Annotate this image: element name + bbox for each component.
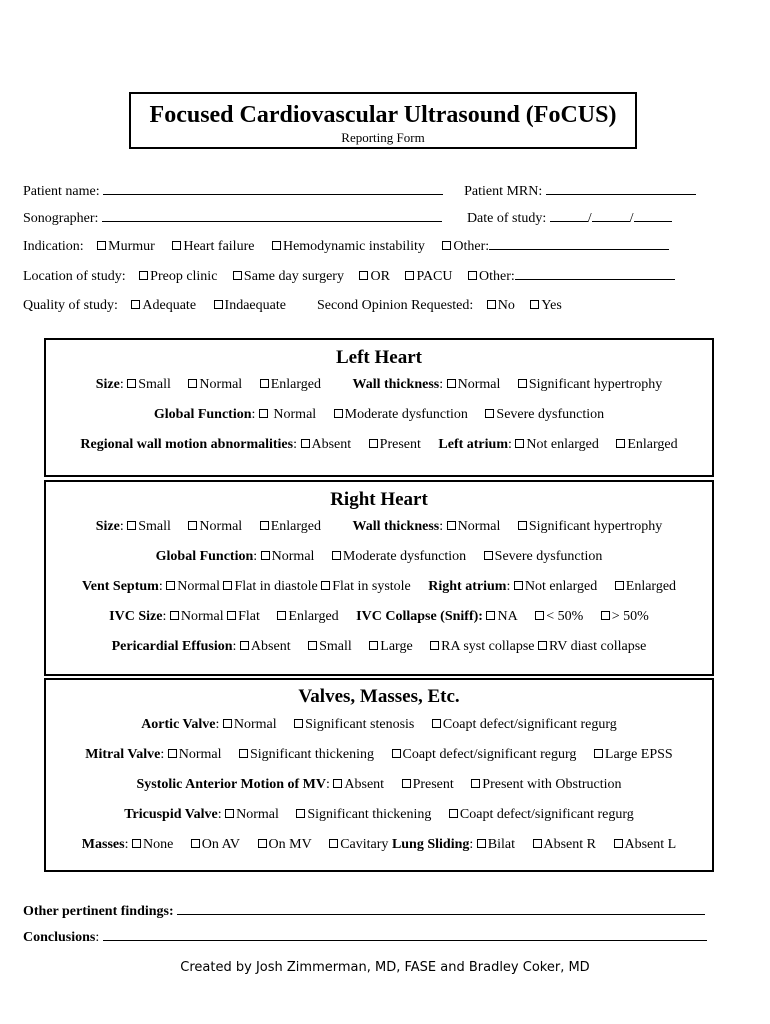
location-other-field[interactable] (515, 267, 675, 280)
other-findings-row (23, 902, 705, 921)
rh-ivc-collapse-label: IVC Collapse (Sniff): (356, 609, 483, 624)
checkbox[interactable] (214, 300, 223, 309)
lh-global-label: Global Function (153, 407, 252, 422)
checkbox[interactable] (471, 779, 480, 788)
checkbox[interactable] (258, 839, 267, 848)
rh-septum-flat-diastole[interactable]: Flat in diastole (223, 579, 317, 594)
lh-wall-normal[interactable]: Normal (447, 377, 501, 392)
left-heart-section (44, 338, 714, 477)
checkbox[interactable] (277, 611, 286, 620)
lh-size-label: Size (95, 377, 120, 392)
sam-row: Systolic Anterior Motion of MV: Absent Present Present with Obstruction (136, 777, 622, 792)
lh-la-enlarged[interactable]: Enlarged (616, 437, 677, 452)
right-heart-title: Right Heart (330, 489, 428, 510)
checkbox[interactable] (172, 241, 181, 250)
tricuspid-thickening[interactable]: Significant thickening (296, 807, 431, 822)
date-year-field[interactable] (634, 209, 672, 222)
valves-section (44, 678, 714, 872)
checkbox[interactable] (447, 379, 456, 388)
second-opinion-label: Second Opinion Requested: (316, 298, 474, 313)
checkbox[interactable] (486, 611, 495, 620)
right-heart-section (44, 480, 714, 676)
masses-cavitary[interactable]: Cavitary (329, 837, 388, 852)
right-heart-ivc-row: IVC Size: Normal Flat Enlarged IVC Collapse (Sniff): NA < 50% > 50% (109, 609, 649, 624)
checkbox[interactable] (447, 521, 456, 530)
valves-title: Valves, Masses, Etc. (298, 686, 460, 707)
rh-size-small[interactable]: Small (127, 519, 171, 534)
aortic-regurg[interactable]: Coapt defect/significant regurg (432, 717, 617, 732)
checkbox[interactable] (533, 839, 542, 848)
checkbox[interactable] (240, 641, 249, 650)
checkbox[interactable] (296, 809, 305, 818)
checkbox[interactable] (616, 439, 625, 448)
checkbox[interactable] (294, 719, 303, 728)
sam-absent[interactable]: Absent (333, 777, 384, 792)
checkbox[interactable] (468, 271, 477, 280)
lh-la-label: Left atrium (438, 437, 508, 452)
rh-ra-enlarged[interactable]: Enlarged (615, 579, 676, 594)
checkbox[interactable] (223, 581, 232, 590)
checkbox[interactable] (538, 641, 547, 650)
lh-global-severe[interactable]: Severe dysfunction (485, 407, 604, 422)
sam-label: Systolic Anterior Motion of MV (136, 777, 326, 792)
rh-global-label: Global Function (155, 549, 254, 564)
rh-septum-normal[interactable]: Normal (166, 579, 220, 594)
patient-name-label: Patient name: (23, 184, 100, 199)
credits: Created by Josh Zimmerman, MD, FASE and Bradley Coker, MD (180, 960, 590, 975)
checkbox[interactable] (333, 779, 342, 788)
rh-ivc-normal[interactable]: Normal (170, 609, 224, 624)
date-separator: / (629, 211, 634, 226)
quality-row (23, 297, 562, 315)
rh-size-normal[interactable]: Normal (188, 519, 242, 534)
date-month-field[interactable] (550, 209, 588, 222)
checkbox[interactable] (332, 551, 341, 560)
masses-row: Masses: None On AV On MV Cavitary Lung Sliding: Bilat Absent R Absent L (81, 837, 677, 852)
lh-wall-hypertrophy[interactable]: Significant hypertrophy (518, 377, 662, 392)
indication-row (23, 237, 669, 256)
lung-absent-l[interactable]: Absent L (614, 837, 677, 852)
checkbox[interactable] (170, 611, 179, 620)
checkbox[interactable] (260, 379, 269, 388)
checkbox[interactable] (518, 521, 527, 530)
rh-septum-label: Vent Septum (81, 579, 159, 594)
masses-none[interactable]: None (132, 837, 173, 852)
date-of-study-label: Date of study: (466, 211, 547, 226)
left-heart-global-row: Global Function: Normal Moderate dysfunction Severe dysfunction (153, 407, 605, 422)
rh-ivc-collapse-na[interactable]: NA (486, 609, 517, 624)
checkbox[interactable] (329, 839, 338, 848)
option-pacu[interactable]: PACU (405, 269, 452, 284)
option-or[interactable]: OR (359, 269, 389, 284)
other-findings-label: Other pertinent findings: (23, 904, 174, 919)
option-hemodynamic-instability[interactable]: Hemodynamic instability (272, 239, 425, 254)
conclusions-field[interactable] (103, 928, 707, 941)
rh-wall-normal[interactable]: Normal (447, 519, 501, 534)
form-title: Focused Cardiovascular Ultrasound (FoCUS) (149, 102, 617, 128)
checkbox[interactable] (432, 719, 441, 728)
checkbox[interactable] (594, 749, 603, 758)
conclusions-row: Conclusions: (23, 928, 707, 947)
checkbox[interactable] (442, 241, 451, 250)
conclusions-label: Conclusions (23, 930, 96, 945)
option-heart-failure[interactable]: Heart failure (172, 239, 254, 254)
lh-global-normal[interactable]: Normal (259, 407, 316, 422)
lung-bilat[interactable]: Bilat (477, 837, 515, 852)
checkbox[interactable] (233, 271, 242, 280)
option-second-opinion-no[interactable]: No (487, 298, 515, 313)
checkbox[interactable] (191, 839, 200, 848)
lh-size-normal[interactable]: Normal (188, 377, 242, 392)
mitral-valve-row: Mitral Valve: Normal Significant thickening Coapt defect/significant regurg Large EPSS (85, 747, 673, 762)
checkbox[interactable] (321, 581, 330, 590)
lung-absent-r[interactable]: Absent R (533, 837, 597, 852)
location-label: Location of study: (23, 269, 126, 284)
checkbox[interactable] (485, 409, 494, 418)
patient-name-field[interactable] (103, 182, 443, 195)
checkbox[interactable] (225, 809, 234, 818)
rh-wall-hypertrophy[interactable]: Significant hypertrophy (518, 519, 662, 534)
lh-global-moderate[interactable]: Moderate dysfunction (334, 407, 468, 422)
checkbox[interactable] (227, 611, 236, 620)
rh-wall-label: Wall thickness (352, 519, 440, 534)
quality-label: Quality of study: (23, 298, 118, 313)
right-heart-septum-row: Vent Septum: Normal Flat in diastole Flat in systole Right atrium: Not enlarged Enlarged (81, 579, 677, 594)
patient-mrn-field[interactable] (546, 182, 696, 195)
rh-ra-not-enlarged[interactable]: Not enlarged (514, 579, 597, 594)
checkbox[interactable] (601, 611, 610, 620)
rh-global-normal[interactable]: Normal (261, 549, 315, 564)
mitral-normal[interactable]: Normal (168, 747, 222, 762)
checkbox[interactable] (359, 271, 368, 280)
checkbox[interactable] (334, 409, 343, 418)
checkbox[interactable] (168, 749, 177, 758)
masses-on-av[interactable]: On AV (191, 837, 240, 852)
checkbox[interactable] (518, 379, 527, 388)
rh-ivc-collapse-gt50[interactable]: > 50% (601, 609, 649, 624)
masses-on-mv[interactable]: On MV (258, 837, 312, 852)
form-title-box (129, 92, 637, 149)
rh-ivc-collapse-lt50[interactable]: < 50% (535, 609, 583, 624)
left-heart-title: Left Heart (336, 347, 422, 368)
right-heart-global-row: Global Function: Normal Moderate dysfunction Severe dysfunction (155, 549, 603, 564)
rh-size-enlarged[interactable]: Enlarged (260, 519, 321, 534)
checkbox[interactable] (530, 300, 539, 309)
rh-peri-ra-collapse[interactable]: RA syst collapse (430, 639, 534, 654)
checkbox[interactable] (369, 641, 378, 650)
checkbox[interactable] (97, 241, 106, 250)
other-findings-field[interactable] (177, 902, 705, 915)
rh-ra-label: Right atrium (428, 579, 507, 594)
checkbox[interactable] (430, 641, 439, 650)
lh-rwma-present[interactable]: Present (369, 437, 421, 452)
patient-mrn-label: Patient MRN: (464, 184, 543, 199)
checkbox[interactable] (166, 581, 175, 590)
checkbox[interactable] (487, 300, 496, 309)
option-adequate[interactable]: Adequate (131, 298, 196, 313)
tricuspid-normal[interactable]: Normal (225, 807, 279, 822)
tricuspid-label: Tricuspid Valve (124, 807, 218, 822)
option-inadequate[interactable]: Indaequate (214, 298, 286, 313)
checkbox[interactable] (127, 379, 136, 388)
tricuspid-regurg[interactable]: Coapt defect/significant regurg (449, 807, 634, 822)
checkbox[interactable] (272, 241, 281, 250)
rh-global-severe[interactable]: Severe dysfunction (484, 549, 603, 564)
right-heart-size-row: Size: Small Normal Enlarged Wall thickness: Normal Significant hypertrophy (95, 519, 663, 534)
option-second-opinion-yes[interactable]: Yes (530, 298, 561, 313)
form-subtitle: Reporting Form (341, 130, 425, 145)
lh-rwma-label: Regional wall motion abnormalities (80, 437, 294, 452)
checkbox[interactable] (127, 521, 136, 530)
option-murmur[interactable]: Murmur (97, 239, 155, 254)
right-heart-pericardial-row: Pericardial Effusion: Absent Small Large RA syst collapse RV diast collapse (111, 639, 647, 654)
sonographer-field[interactable] (102, 209, 442, 222)
checkbox[interactable] (514, 581, 523, 590)
lh-rwma-absent[interactable]: Absent (301, 437, 352, 452)
option-preop-clinic[interactable]: Preop clinic (139, 269, 217, 284)
mitral-label: Mitral Valve (85, 747, 161, 762)
lung-sliding-label: Lung Sliding (391, 837, 470, 852)
checkbox[interactable] (139, 271, 148, 280)
indication-label: Indication: (23, 239, 84, 254)
checkbox[interactable] (131, 300, 140, 309)
rh-peri-label: Pericardial Effusion (111, 639, 233, 654)
checkbox[interactable] (449, 809, 458, 818)
rh-peri-small[interactable]: Small (308, 639, 352, 654)
lh-size-small[interactable]: Small (127, 377, 171, 392)
indication-other-field[interactable] (489, 237, 669, 250)
checkbox[interactable] (405, 271, 414, 280)
mitral-regurg[interactable]: Coapt defect/significant regurg (392, 747, 577, 762)
checkbox[interactable] (484, 551, 493, 560)
location-row (23, 267, 675, 286)
checkbox[interactable] (259, 409, 268, 418)
checkbox[interactable] (223, 719, 232, 728)
rh-size-label: Size (95, 519, 120, 534)
checkbox[interactable] (402, 779, 411, 788)
rh-ivc-flat[interactable]: Flat (227, 609, 260, 624)
checkbox[interactable] (308, 641, 317, 650)
rh-ivc-enlarged[interactable]: Enlarged (277, 609, 338, 624)
checkbox[interactable] (239, 749, 248, 758)
sam-present[interactable]: Present (402, 777, 454, 792)
checkbox[interactable] (301, 439, 310, 448)
lh-size-enlarged[interactable]: Enlarged (260, 377, 321, 392)
mitral-large-epss[interactable]: Large EPSS (594, 747, 673, 762)
aortic-label: Aortic Valve (141, 717, 216, 732)
date-separator: / (587, 211, 592, 226)
masses-label: Masses (81, 837, 125, 852)
rh-peri-rv-collapse[interactable]: RV diast collapse (538, 639, 646, 654)
checkbox[interactable] (615, 581, 624, 590)
checkbox[interactable] (392, 749, 401, 758)
date-day-field[interactable] (592, 209, 630, 222)
checkbox[interactable] (188, 521, 197, 530)
checkbox[interactable] (261, 551, 270, 560)
sonographer-label: Sonographer: (23, 211, 99, 226)
checkbox[interactable] (369, 439, 378, 448)
lh-la-not-enlarged[interactable]: Not enlarged (515, 437, 598, 452)
tricuspid-valve-row: Tricuspid Valve: Normal Significant thickening Coapt defect/significant regurg (124, 807, 634, 822)
checkbox[interactable] (477, 839, 486, 848)
left-heart-rwma-row: Regional wall motion abnormalities: Absent Present Left atrium: Not enlarged Enlarged (80, 437, 678, 452)
sam-present-obstruction[interactable]: Present with Obstruction (471, 777, 621, 792)
patient-name-row (23, 182, 696, 201)
checkbox[interactable] (260, 521, 269, 530)
option-indication-other[interactable]: Other: (442, 239, 489, 254)
checkbox[interactable] (614, 839, 623, 848)
lh-wall-label: Wall thickness (352, 377, 440, 392)
aortic-stenosis[interactable]: Significant stenosis (294, 717, 414, 732)
rh-peri-absent[interactable]: Absent (240, 639, 291, 654)
left-heart-size-row: Size: Small Normal Enlarged Wall thickness: Normal Significant hypertrophy (95, 377, 663, 392)
checkbox[interactable] (535, 611, 544, 620)
rh-ivc-label: IVC Size (109, 609, 163, 624)
rh-peri-large[interactable]: Large (369, 639, 412, 654)
aortic-valve-row: Aortic Valve: Normal Significant stenosis Coapt defect/significant regurg (141, 717, 617, 732)
option-same-day-surgery[interactable]: Same day surgery (233, 269, 344, 284)
aortic-normal[interactable]: Normal (223, 717, 277, 732)
checkbox[interactable] (132, 839, 141, 848)
rh-global-moderate[interactable]: Moderate dysfunction (332, 549, 466, 564)
option-location-other[interactable]: Other: (468, 269, 515, 284)
checkbox[interactable] (515, 439, 524, 448)
checkbox[interactable] (188, 379, 197, 388)
sonographer-row (23, 209, 672, 228)
rh-septum-flat-systole[interactable]: Flat in systole (321, 579, 411, 594)
mitral-thickening[interactable]: Significant thickening (239, 747, 374, 762)
